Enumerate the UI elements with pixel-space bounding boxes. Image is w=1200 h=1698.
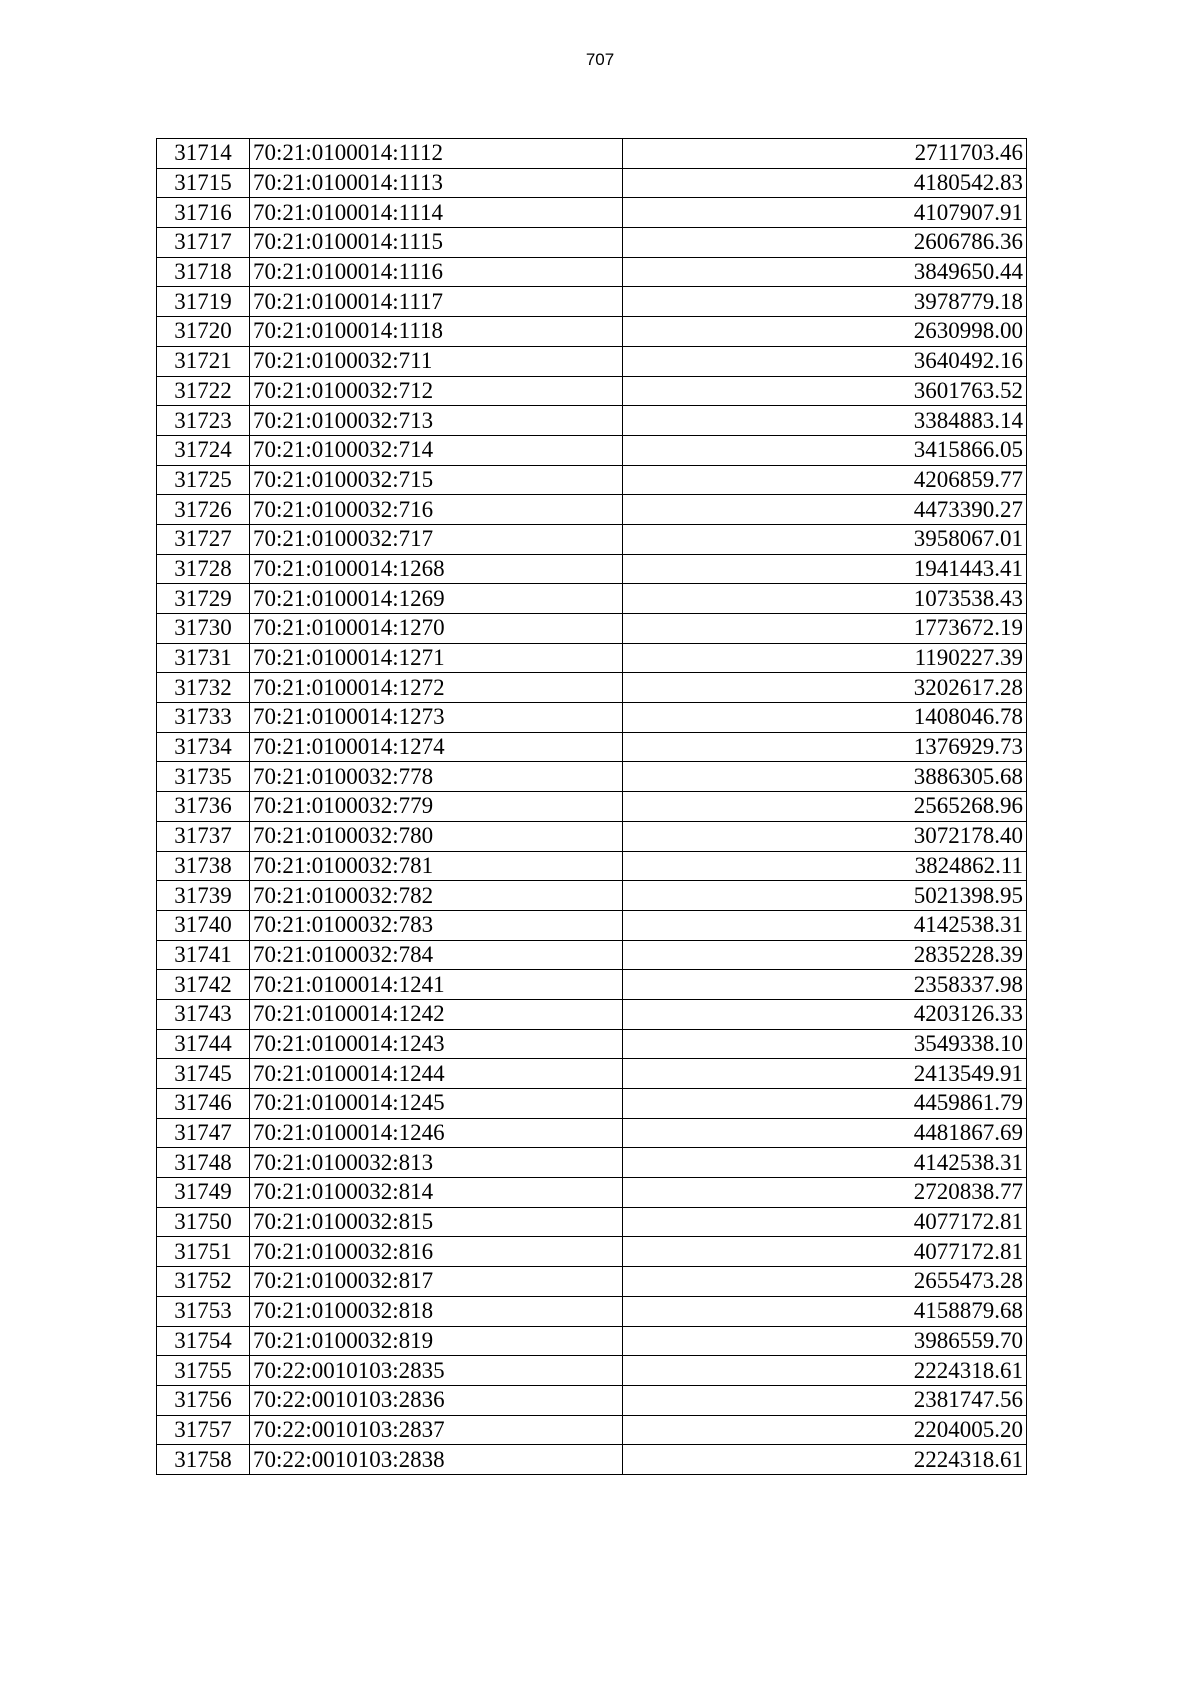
cadastral-value-cell: 4077172.81 [623,1207,1027,1237]
cadastral-value-cell: 2413549.91 [623,1059,1027,1089]
row-number-cell: 31735 [157,762,250,792]
cadastral-value-cell: 3824862.11 [623,851,1027,881]
table-row [157,614,1027,644]
row-number-cell: 31744 [157,1029,250,1059]
cadastral-number-cell: 70:21:0100032:715 [250,465,623,495]
cadastral-number-cell: 70:21:0100014:1272 [250,673,623,703]
cadastral-value-cell: 4158879.68 [623,1296,1027,1326]
cadastral-value-cell: 3886305.68 [623,762,1027,792]
cadastral-number-cell: 70:21:0100014:1241 [250,970,623,1000]
cadastral-value-cell: 2720838.77 [623,1178,1027,1208]
table-row [157,435,1027,465]
table-row [157,317,1027,347]
cadastral-number-cell: 70:21:0100032:780 [250,821,623,851]
row-number-cell: 31743 [157,999,250,1029]
cadastral-number-cell: 70:21:0100014:1274 [250,732,623,762]
cadastral-value-cell: 4107907.91 [623,198,1027,228]
row-number-cell: 31737 [157,821,250,851]
row-number-cell: 31749 [157,1178,250,1208]
cadastral-value-cell: 2630998.00 [623,317,1027,347]
cadastral-value-cell: 1073538.43 [623,584,1027,614]
cadastral-value-cell: 4077172.81 [623,1237,1027,1267]
cadastral-number-cell: 70:21:0100032:716 [250,495,623,525]
cadastral-value-cell: 1941443.41 [623,554,1027,584]
table-row [157,139,1027,169]
row-number-cell: 31740 [157,910,250,940]
row-number-cell: 31733 [157,703,250,733]
row-number-cell: 31751 [157,1237,250,1267]
table-row [157,1296,1027,1326]
cadastral-value-cell: 3640492.16 [623,346,1027,376]
table-row [157,287,1027,317]
cadastral-number-cell: 70:21:0100032:813 [250,1148,623,1178]
table-row [157,554,1027,584]
table-row [157,1415,1027,1445]
table-row [157,465,1027,495]
cadastral-number-cell: 70:21:0100014:1244 [250,1059,623,1089]
row-number-cell: 31728 [157,554,250,584]
cadastral-number-cell: 70:22:0010103:2835 [250,1356,623,1386]
cadastral-number-cell: 70:21:0100032:815 [250,1207,623,1237]
table-row [157,1178,1027,1208]
cadastral-value-cell: 4142538.31 [623,1148,1027,1178]
row-number-cell: 31758 [157,1445,250,1475]
cadastral-number-cell: 70:21:0100014:1116 [250,257,623,287]
cadastral-number-cell: 70:21:0100014:1268 [250,554,623,584]
cadastral-number-cell: 70:21:0100032:714 [250,435,623,465]
row-number-cell: 31736 [157,792,250,822]
table-row [157,999,1027,1029]
cadastral-value-cell: 4206859.77 [623,465,1027,495]
cadastral-number-cell: 70:21:0100014:1112 [250,139,623,169]
cadastral-number-cell: 70:21:0100014:1242 [250,999,623,1029]
cadastral-number-cell: 70:21:0100014:1269 [250,584,623,614]
table-row [157,673,1027,703]
cadastral-value-cell: 1190227.39 [623,643,1027,673]
row-number-cell: 31727 [157,524,250,554]
row-number-cell: 31755 [157,1356,250,1386]
cadastral-number-cell: 70:22:0010103:2837 [250,1415,623,1445]
cadastral-number-cell: 70:21:0100014:1273 [250,703,623,733]
table-row [157,376,1027,406]
cadastral-value-cell: 5021398.95 [623,881,1027,911]
cadastral-number-cell: 70:21:0100032:779 [250,792,623,822]
row-number-cell: 31715 [157,168,250,198]
cadastral-number-cell: 70:21:0100014:1271 [250,643,623,673]
table-row [157,762,1027,792]
cadastral-value-cell: 3415866.05 [623,435,1027,465]
cadastral-number-cell: 70:21:0100032:713 [250,406,623,436]
cadastral-number-cell: 70:21:0100014:1118 [250,317,623,347]
cadastral-number-cell: 70:22:0010103:2838 [250,1445,623,1475]
cadastral-number-cell: 70:21:0100032:782 [250,881,623,911]
row-number-cell: 31754 [157,1326,250,1356]
row-number-cell: 31752 [157,1267,250,1297]
row-number-cell: 31730 [157,614,250,644]
cadastral-number-cell: 70:21:0100032:717 [250,524,623,554]
cadastral-number-cell: 70:21:0100032:818 [250,1296,623,1326]
table-row [157,851,1027,881]
cadastral-value-cell: 4481867.69 [623,1118,1027,1148]
table-row [157,1029,1027,1059]
row-number-cell: 31726 [157,495,250,525]
cadastral-value-cell: 3549338.10 [623,1029,1027,1059]
cadastral-value-cell: 4459861.79 [623,1089,1027,1119]
table-row [157,821,1027,851]
row-number-cell: 31731 [157,643,250,673]
table-body [157,139,1027,1475]
row-number-cell: 31757 [157,1415,250,1445]
cadastral-value-cell: 3986559.70 [623,1326,1027,1356]
row-number-cell: 31717 [157,228,250,258]
table-row [157,1237,1027,1267]
cadastral-value-cell: 2565268.96 [623,792,1027,822]
row-number-cell: 31739 [157,881,250,911]
table-row [157,1385,1027,1415]
cadastral-value-cell: 1408046.78 [623,703,1027,733]
row-number-cell: 31750 [157,1207,250,1237]
table-row [157,406,1027,436]
table-row [157,584,1027,614]
row-number-cell: 31719 [157,287,250,317]
row-number-cell: 31742 [157,970,250,1000]
row-number-cell: 31729 [157,584,250,614]
row-number-cell: 31722 [157,376,250,406]
cadastral-value-cell: 3384883.14 [623,406,1027,436]
cadastral-value-table [156,138,1027,1475]
row-number-cell: 31721 [157,346,250,376]
row-number-cell: 31720 [157,317,250,347]
cadastral-number-cell: 70:21:0100032:778 [250,762,623,792]
table-row [157,1326,1027,1356]
table-row [157,940,1027,970]
table-row [157,346,1027,376]
row-number-cell: 31732 [157,673,250,703]
cadastral-number-cell: 70:21:0100014:1243 [250,1029,623,1059]
table-row [157,1445,1027,1475]
cadastral-number-cell: 70:21:0100014:1245 [250,1089,623,1119]
row-number-cell: 31724 [157,435,250,465]
table-row [157,1148,1027,1178]
cadastral-value-cell: 2606786.36 [623,228,1027,258]
table-row [157,495,1027,525]
cadastral-value-cell: 4203126.33 [623,999,1027,1029]
row-number-cell: 31714 [157,139,250,169]
cadastral-value-cell: 2381747.56 [623,1385,1027,1415]
cadastral-number-cell: 70:21:0100032:816 [250,1237,623,1267]
cadastral-number-cell: 70:21:0100032:783 [250,910,623,940]
cadastral-value-cell: 2204005.20 [623,1415,1027,1445]
cadastral-value-cell: 2358337.98 [623,970,1027,1000]
cadastral-number-cell: 70:21:0100014:1270 [250,614,623,644]
table-row [157,198,1027,228]
cadastral-value-cell: 3978779.18 [623,287,1027,317]
table-row [157,703,1027,733]
cadastral-value-cell: 4142538.31 [623,910,1027,940]
table-row [157,970,1027,1000]
table-row [157,881,1027,911]
cadastral-number-cell: 70:21:0100032:781 [250,851,623,881]
cadastral-value-cell: 2655473.28 [623,1267,1027,1297]
cadastral-number-cell: 70:21:0100032:814 [250,1178,623,1208]
table-row [157,524,1027,554]
cadastral-number-cell: 70:21:0100014:1117 [250,287,623,317]
cadastral-value-cell: 2835228.39 [623,940,1027,970]
cadastral-number-cell: 70:21:0100032:819 [250,1326,623,1356]
table-row [157,792,1027,822]
row-number-cell: 31738 [157,851,250,881]
cadastral-value-cell: 1376929.73 [623,732,1027,762]
row-number-cell: 31741 [157,940,250,970]
table-row [157,643,1027,673]
cadastral-number-cell: 70:21:0100032:784 [250,940,623,970]
row-number-cell: 31716 [157,198,250,228]
table-row [157,168,1027,198]
row-number-cell: 31746 [157,1089,250,1119]
cadastral-value-cell: 2224318.61 [623,1356,1027,1386]
cadastral-value-cell: 2711703.46 [623,139,1027,169]
table-row [157,732,1027,762]
cadastral-number-cell: 70:21:0100014:1114 [250,198,623,228]
row-number-cell: 31734 [157,732,250,762]
cadastral-number-cell: 70:21:0100032:817 [250,1267,623,1297]
cadastral-number-cell: 70:21:0100032:712 [250,376,623,406]
row-number-cell: 31718 [157,257,250,287]
table-row [157,228,1027,258]
row-number-cell: 31753 [157,1296,250,1326]
page-number: 707 [585,50,615,69]
table-row [157,1118,1027,1148]
cadastral-number-cell: 70:21:0100014:1246 [250,1118,623,1148]
cadastral-value-cell: 4473390.27 [623,495,1027,525]
row-number-cell: 31748 [157,1148,250,1178]
cadastral-value-cell: 1773672.19 [623,614,1027,644]
row-number-cell: 31745 [157,1059,250,1089]
row-number-cell: 31725 [157,465,250,495]
cadastral-value-cell: 2224318.61 [623,1445,1027,1475]
row-number-cell: 31756 [157,1385,250,1415]
table-row [157,1267,1027,1297]
cadastral-value-cell: 3202617.28 [623,673,1027,703]
cadastral-number-cell: 70:22:0010103:2836 [250,1385,623,1415]
cadastral-value-cell: 4180542.83 [623,168,1027,198]
table-row [157,1089,1027,1119]
cadastral-value-cell: 3849650.44 [623,257,1027,287]
cadastral-value-cell: 3072178.40 [623,821,1027,851]
cadastral-number-cell: 70:21:0100014:1113 [250,168,623,198]
table-row [157,1059,1027,1089]
table-row [157,910,1027,940]
table-row [157,1356,1027,1386]
cadastral-number-cell: 70:21:0100032:711 [250,346,623,376]
table-row [157,257,1027,287]
cadastral-value-cell: 3958067.01 [623,524,1027,554]
row-number-cell: 31723 [157,406,250,436]
cadastral-value-cell: 3601763.52 [623,376,1027,406]
table-row [157,1207,1027,1237]
row-number-cell: 31747 [157,1118,250,1148]
cadastral-number-cell: 70:21:0100014:1115 [250,228,623,258]
